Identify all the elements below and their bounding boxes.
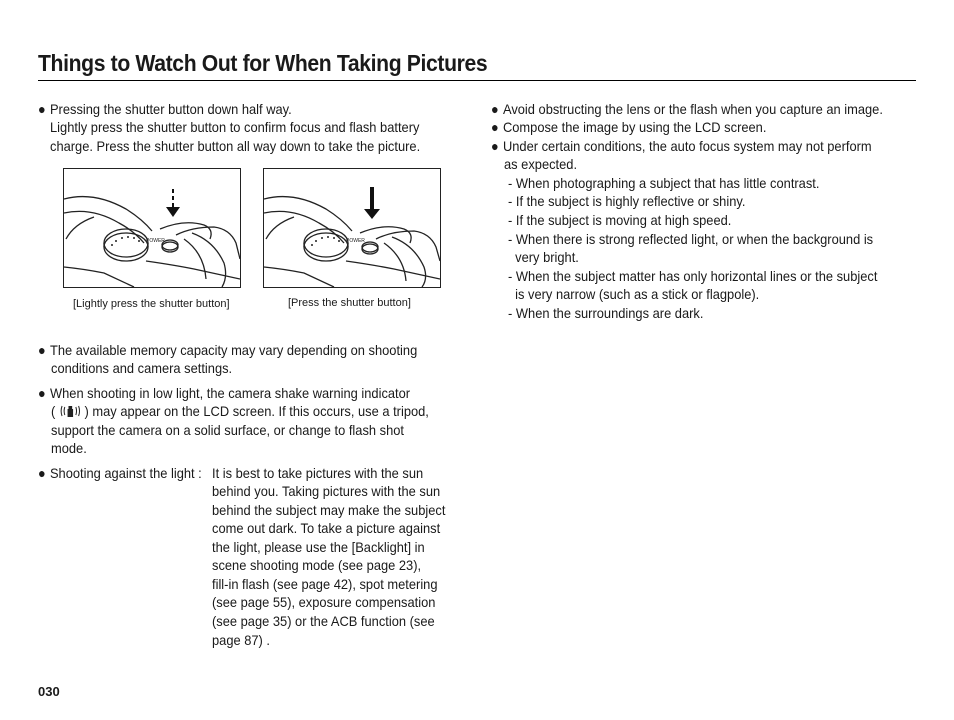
backlight-line: behind the subject may make the subject (212, 502, 446, 518)
condition-item: - When the surroundings are dark. (508, 305, 704, 321)
shutter-bullet-head: ● Pressing the shutter button down half way. (38, 101, 292, 117)
backlight-line: scene shooting mode (see page 23), (212, 557, 422, 573)
af-line2: as expected. (504, 156, 578, 172)
condition-item: - When the subject matter has only horizontal lines or the subject (508, 268, 878, 284)
condition-item: very bright. (508, 249, 579, 265)
condition-item: - When there is strong reflected light, or when the background is (508, 231, 874, 247)
condition-item: is very narrow (such as a stick or flagpole). (508, 286, 760, 302)
backlight-line: (see page 35) or the ACB function (see (212, 613, 435, 629)
condition-item: - If the subject is moving at high speed. (508, 212, 732, 228)
page-title: Things to Watch Out for When Taking Pictures (38, 50, 488, 76)
condition-item: - When photographing a subject that has little contrast. (508, 175, 820, 191)
avoid-bullet: ● Avoid obstructing the lens or the flash when you capture an image. (491, 101, 883, 117)
lowlight-bullet-line1: ● When shooting in low light, the camera shake warning indicator (38, 385, 411, 401)
af-bullet-line1: ● Under certain conditions, the auto focus system may not perform (491, 138, 872, 154)
lowlight-line2: ( ) may appear on the LCD screen. If this occurs, use a tripod, (51, 402, 429, 425)
condition-item: - If the subject is highly reflective or shiny. (508, 193, 746, 209)
title-divider (38, 80, 916, 81)
backlight-line: It is best to take pictures with the sun (212, 465, 424, 481)
shutter-text-line1: Lightly press the shutter button to confirm focus and flash battery (50, 119, 420, 135)
backlight-line: the light, please use the [Backlight] in (212, 539, 425, 555)
backlight-bullet-label: ● Shooting against the light : (38, 465, 202, 481)
backlight-line: come out dark. To take a picture against (212, 520, 441, 536)
lowlight-line4: mode. (51, 440, 87, 456)
backlight-line: behind you. Taking pictures with the sun (212, 483, 441, 499)
half-press-illustration (63, 168, 241, 288)
caption-full-press: [Press the shutter button] (288, 297, 411, 309)
backlight-line: page 87) . (212, 632, 271, 648)
memory-bullet-line1: ● The available memory capacity may vary depending on shooting (38, 342, 418, 358)
shutter-text-line2: charge. Press the shutter button all way down to take the picture. (50, 138, 421, 154)
backlight-line: (see page 55), exposure compensation (212, 594, 436, 610)
full-press-illustration (263, 168, 441, 288)
page-number: 030 (38, 684, 60, 699)
svg-text:POWER: POWER (346, 238, 365, 244)
svg-text:POWER: POWER (146, 238, 165, 244)
caption-half-press: [Lightly press the shutter button] (73, 298, 230, 310)
lowlight-line3: support the camera on a solid surface, or change to flash shot (51, 422, 404, 438)
memory-line2: conditions and camera settings. (51, 360, 233, 376)
backlight-line: fill-in flash (see page 42), spot metering (212, 576, 438, 592)
compose-bullet: ● Compose the image by using the LCD screen. (491, 119, 767, 135)
